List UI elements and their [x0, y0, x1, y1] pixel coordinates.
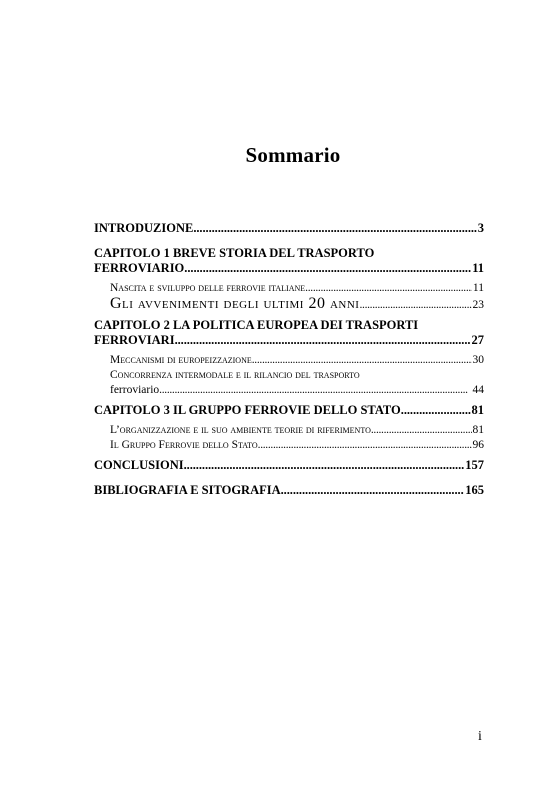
- toc-page-number: 44: [472, 384, 484, 396]
- toc-page-number: 165: [465, 483, 484, 497]
- toc-entry-introduzione[interactable]: [94, 221, 484, 236]
- toc-page-number: 3: [477, 221, 484, 235]
- toc-entry-conclusioni[interactable]: [94, 458, 484, 473]
- toc-subentry-meccanismi[interactable]: [94, 353, 484, 368]
- toc-entry-label: CAPITOLO 2 LA POLITICA EUROPEA DEI TRASPORTI: [94, 318, 419, 332]
- toc-page-number: 81: [472, 424, 484, 436]
- leader-dots: [252, 353, 472, 368]
- leader-dots: [184, 458, 465, 473]
- toc-subentry-gruppo-fs[interactable]: [94, 438, 484, 453]
- toc-entry-label: CONCLUSIONI: [94, 458, 184, 472]
- table-of-contents: [94, 221, 484, 498]
- toc-subentry-label: Il Gruppo Ferrovie dello Stato: [110, 439, 258, 451]
- toc-page-number: 30: [472, 354, 484, 366]
- toc-subentry-organizzazione[interactable]: [94, 423, 484, 438]
- toc-entry-capitolo-1[interactable]: [94, 246, 484, 276]
- toc-entry-label: CAPITOLO 3 IL GRUPPO FERROVIE DELLO STATO: [94, 403, 401, 417]
- leader-dots: [258, 438, 472, 453]
- leader-dots: [359, 298, 471, 313]
- toc-page-number: 11: [472, 261, 484, 275]
- toc-page-number: 23: [472, 299, 484, 311]
- toc-entry-label-continued: FERROVIARIO: [94, 261, 185, 275]
- leader-dots: [371, 423, 472, 438]
- toc-entry-bibliografia[interactable]: [94, 483, 484, 498]
- leader-dots: [159, 383, 471, 398]
- toc-subentry-label: L’organizzazione e il suo ambiente teorie di riferimento: [110, 424, 371, 436]
- toc-entry-label: CAPITOLO 1 BREVE STORIA DEL TRASPORTO: [94, 246, 375, 260]
- toc-entry-label: INTRODUZIONE: [94, 221, 194, 235]
- toc-page-number: 81: [471, 403, 484, 417]
- toc-page-number: 96: [472, 439, 484, 451]
- toc-entry-capitolo-2[interactable]: [94, 318, 484, 348]
- toc-subentry-label: Concorrenza intermodale e il rilancio del trasporto: [110, 369, 360, 381]
- leader-dots: [305, 281, 472, 296]
- toc-entry-label-continued: FERROVIARI: [94, 333, 175, 347]
- page-title: Sommario: [245, 143, 341, 167]
- leader-dots: [193, 221, 476, 236]
- leader-dots: [281, 483, 465, 498]
- toc-subentry-label: Nascita e sviluppo delle ferrovie italiane: [110, 282, 306, 294]
- page-number: i: [478, 729, 482, 744]
- leader-dots: [401, 403, 471, 418]
- toc-subentry-label: Meccanismi di europeizzazione: [110, 354, 252, 366]
- toc-subentry-label-continued: ferroviario: [110, 384, 160, 396]
- toc-subentry-nascita[interactable]: [94, 281, 484, 296]
- toc-entry-label: BIBLIOGRAFIA E SITOGRAFIA: [94, 483, 281, 497]
- leader-dots: [184, 261, 471, 276]
- toc-entry-capitolo-3[interactable]: [94, 403, 484, 418]
- toc-subentry-label: Gli avvenimenti degli ultimi 20 anni: [110, 296, 360, 312]
- toc-subentry-concorrenza[interactable]: [94, 368, 484, 398]
- toc-page-number: 11: [472, 282, 484, 294]
- toc-page-number: 27: [471, 333, 484, 347]
- toc-page-number: 157: [465, 458, 484, 472]
- leader-dots: [175, 333, 471, 348]
- toc-subentry-avvenimenti[interactable]: [94, 296, 484, 313]
